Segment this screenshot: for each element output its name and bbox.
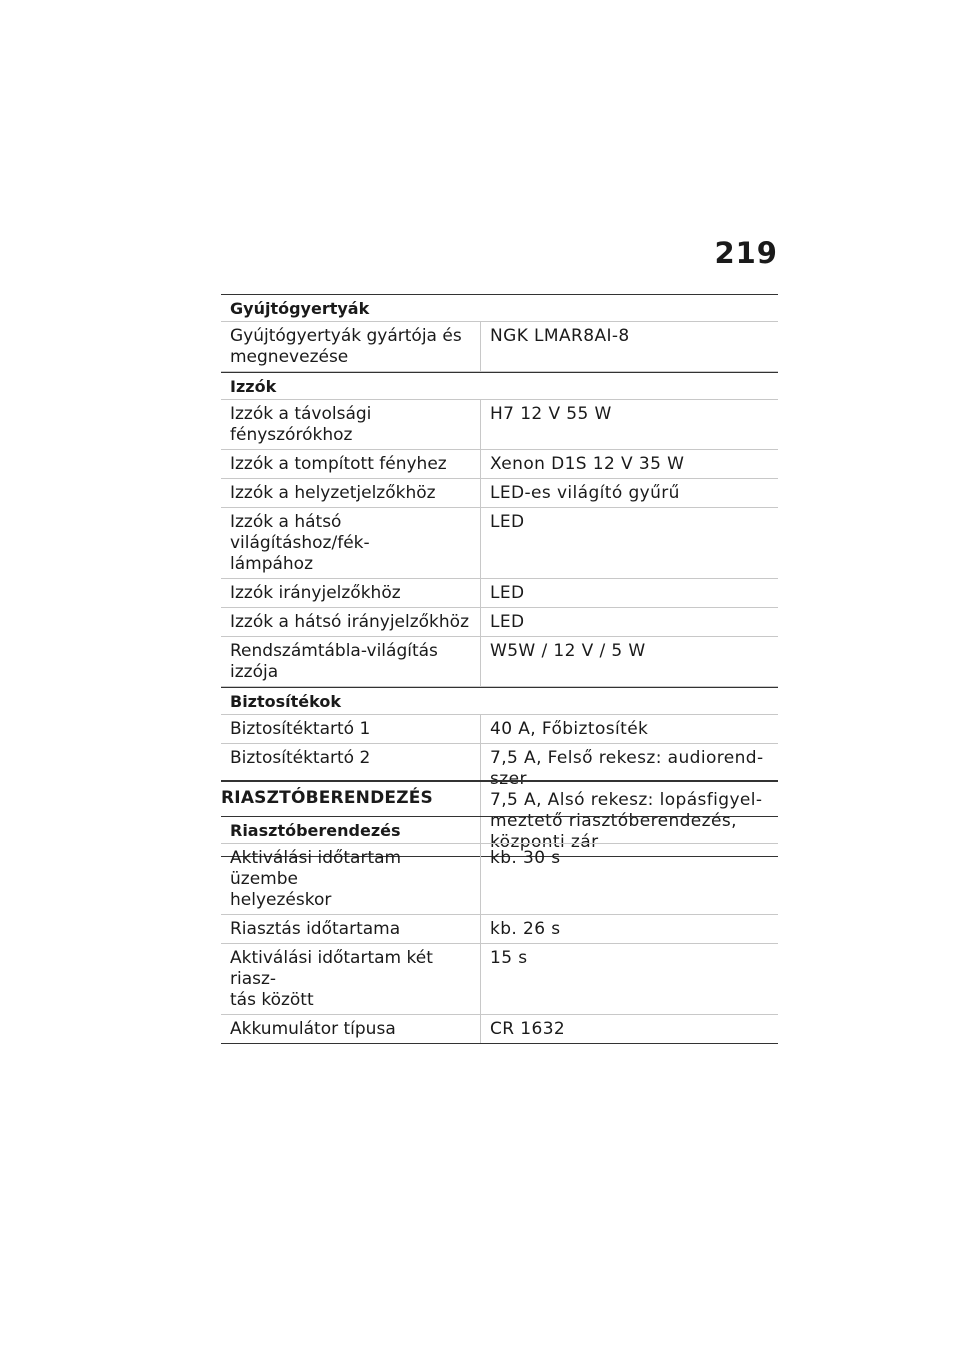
spec-value-line: NGK LMAR8AI-8 [490,326,630,346]
spec-value-line: CR 1632 [490,1019,566,1039]
spec-value-line: központi zár [490,832,599,852]
spec-value-line: 40 A, Főbiztosíték [490,719,649,739]
spec-value-line: LED [490,583,525,603]
spec-label-line: Rendszámtábla-világítás izzója [230,641,438,682]
spec-label-line: megnevezése [230,347,349,367]
spec-label [221,715,481,743]
table-row [221,479,778,508]
spec-value [481,844,778,914]
spec-label [221,579,481,607]
spec-value [481,1015,778,1043]
spec-value-line: meztető riasztóberendezés, [490,811,737,831]
spec-value-line: W5W / 12 V / 5 W [490,641,646,661]
spec-value-line: LED [490,612,525,632]
spec-table-alarm [221,816,778,1044]
spec-label [221,915,481,943]
spec-label [221,479,481,507]
spec-value-line: kb. 26 s [490,919,561,939]
spec-label-line: Izzók irányjelzőkhöz [230,583,401,603]
spec-label-line: Izzók a tompított fényhez [230,454,447,474]
section-divider [221,780,778,782]
spec-value-line: H7 12 V 55 W [490,404,612,424]
spec-value-line: 15 s [490,948,528,968]
spec-value [481,715,778,743]
spec-label-line: Izzók a helyzetjelzőkhöz [230,483,436,503]
table-row [221,944,778,1015]
page-number: 219 [714,236,778,270]
spec-value [481,944,778,1014]
spec-value-line: 7,5 A, Alsó rekesz: lopásfigyel- [490,790,763,810]
spec-value [481,637,778,686]
section-heading: Biztosítékok [221,687,778,715]
spec-label [221,508,481,578]
table-row [221,608,778,637]
spec-label-line: Riasztás időtartama [230,919,401,939]
spec-value-line: 7,5 A, Felső rekesz: audiorend- [490,748,764,768]
spec-value-line: LED [490,512,525,532]
spec-label-line: Gyújtógyertyák gyártója és [230,326,462,346]
table-row [221,400,778,450]
spec-label-line: Izzók a távolsági fényszórókhoz [230,404,372,445]
table-row [221,637,778,687]
spec-label-line: Aktiválási időtartam üzembe [230,848,402,889]
spec-label-line: Izzók a hátsó irányjelzőkhöz [230,612,469,632]
spec-value [481,400,778,449]
spec-label-line: Aktiválási időtartam két riasz- [230,948,433,989]
spec-value-line: kb. 30 s [490,848,561,868]
spec-value [481,579,778,607]
table-row [221,450,778,479]
spec-value [481,479,778,507]
spec-label-line: tás között [230,990,314,1010]
section-heading: Gyújtógyertyák [221,294,778,322]
spec-value [481,508,778,578]
spec-label [221,844,481,914]
spec-label [221,637,481,686]
table-row [221,1015,778,1044]
spec-label-line: Biztosítéktartó 1 [230,719,371,739]
spec-table-spark-plugs-bulbs-fuses [221,294,778,857]
spec-value-line: Xenon D1S 12 V 35 W [490,454,685,474]
spec-label [221,608,481,636]
table-row [221,915,778,944]
spec-value [481,608,778,636]
table-row [221,844,778,915]
table-row [221,715,778,744]
spec-label [221,1015,481,1043]
table-row [221,322,778,372]
spec-label [221,450,481,478]
spec-label [221,400,481,449]
spec-label-line: Biztosítéktartó 2 [230,748,371,768]
spec-label-line: lámpához [230,554,314,574]
section-heading: Izzók [221,372,778,400]
section-title-alarm: RIASZTÓBERENDEZÉS [221,788,433,808]
spec-value-line: szer [490,769,527,789]
spec-value [481,322,778,371]
spec-value [481,450,778,478]
table-row [221,508,778,579]
spec-value [481,915,778,943]
spec-label [221,322,481,371]
spec-label [221,944,481,1014]
table-row [221,579,778,608]
spec-label-line: Izzók a hátsó világításhoz/fék- [230,512,370,553]
section-heading: Riasztóberendezés [221,816,778,844]
spec-label-line: Akkumulátor típusa [230,1019,396,1039]
spec-value-line: LED-es világító gyűrű [490,483,680,503]
spec-label-line: helyezéskor [230,890,332,910]
